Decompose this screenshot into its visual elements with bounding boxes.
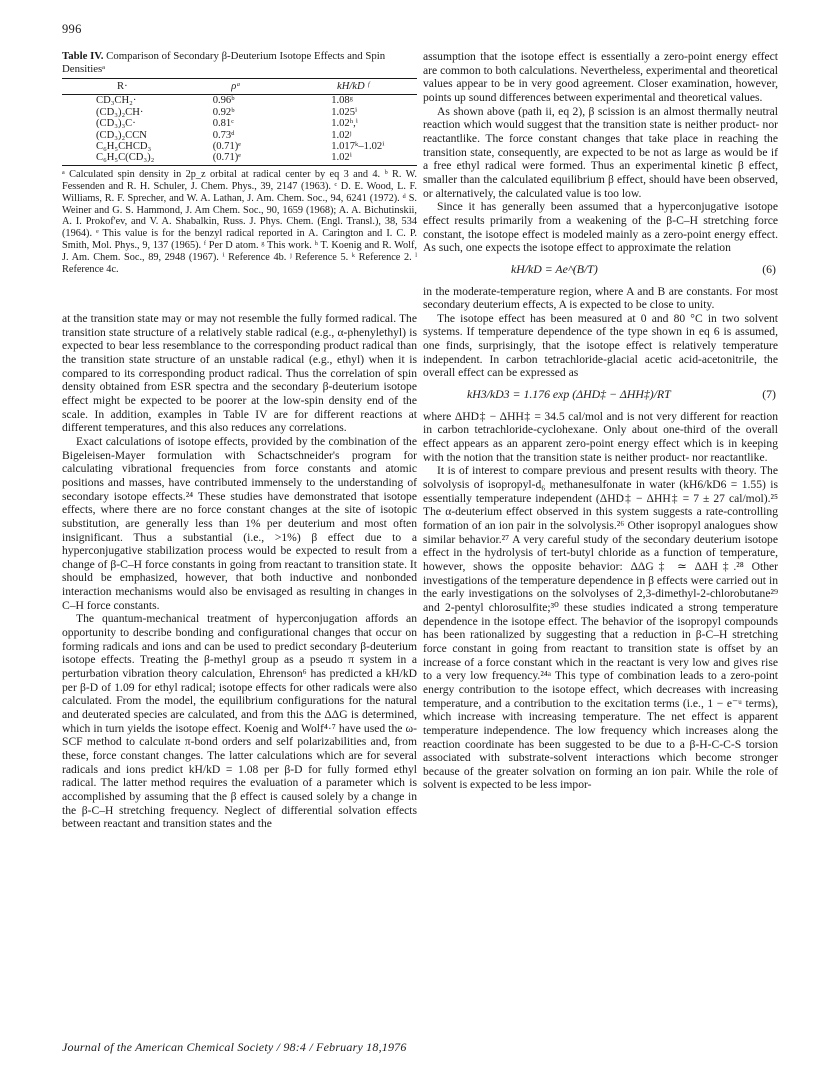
table-cell-spin-density: (0.71)ᵉ: [183, 152, 290, 165]
body-paragraph: assumption that the isotope effect is essentially a zero-point energy effect are common to both calculations. Nevertheless, experimental and theoretical values appear to be in very good agreement. Closer examination, however, points up sound differences between experimental and theoretical values.: [423, 50, 778, 104]
body-paragraph: The quantum-mechanical treatment of hyperconjugation affords an opportunity to describe bonding and configurational changes that occur on forming radicals and ions and can be used to predict secondary β-deuterium isotope effects. Treating the β-methyl group as a pseudo π system in a perturbation vibration theory calculation, Ehrenson⁶ has predicted a kH/kD per β-D of 1.09 for ethyl radical; isotope effects for other radicals were also calculated. From the model, the equilibrium configurations for the natural and deuterated species are calculated, and from this the ΔΔG is determined, which in turn yields the isotope effect. Koenig and Wolf⁴·⁷ have used the ω-SCF method to calculate π-bond orders and self polarizabilities and, from these, force constant changes. The latter calculations which are for several radicals and ions predict kH/kD = 1.08 per β-D for fully formed ethyl radical. The latter method requires the evaluation of a parameter which is accomplished by assuming that the β effect is caused solely by a change in the β-C–H stretching frequency. Neglect of differential solvation effects between reactant and transition states and the: [62, 612, 417, 831]
table-header-isotope-effect: kH/kD ᶠ: [289, 79, 417, 95]
table-cell-isotope-effect: 1.017ᵏ–1.02ⁱ: [331, 141, 385, 153]
body-paragraph: Exact calculations of isotope effects, provided by the combination of the Bigeleisen-Mayer formulation with Schactschneider's program for calculating vibrational frequencies from force constants and atomic positions and masses, have contributed immensely to the understanding of secondary isotope effects.²⁴ These studies have demonstrated that isotope effects, where there are no force constant changes at the site of isotopic substitution, are generally less than 1% per deuterium and most often insignificant. Thus a substantial (i.e., >1%) β effect due to a hyperconjugative stabilization process would be expected to result from a change of β-C–H force constants in going from reactant to transition state. It should be emphasized, however, that both inductive and nonbonded interaction mechanisms would also be envisaged as resulting in changes in C–H force constants.: [62, 434, 417, 612]
table-cell-spin-density: (0.71)ᵉ: [212, 141, 241, 153]
table-cell-isotope-effect: 1.02ʲ: [331, 129, 352, 141]
table-cell-radical: CD₃CH₂·: [96, 95, 137, 107]
table-cell-spin-density: 0.96ᵇ: [212, 95, 235, 107]
table-header-spin-density: ρᵃ: [183, 79, 290, 95]
table-cell-radical: C₆H₅C(CD₃)₂: [62, 152, 183, 165]
body-paragraph: in the moderate-temperature region, where A and B are constants. For most secondary deuterium effects, A is expected to be close to unity.: [423, 284, 778, 312]
equation-7-expression: kH3/kD3 = 1.176 exp (ΔHD‡ − ΔHH‡)/RT: [467, 387, 671, 402]
body-paragraph: The isotope effect has been measured at 0 and 80 °C in two solvent systems. If temperature dependence of the type shown in eq 6 is assumed, one finds, surprisingly, that the isotope effect is relatively temperature independent. In carbon tetrachloride-glacial acetic acid-acetonitrile, the overall effect can be expressed as: [423, 311, 778, 380]
table-cell-radical: (CD₃)₃C·: [96, 118, 136, 130]
body-paragraph: Since it has generally been assumed that a hyperconjugative isotope effect results primarily from a weakening of the β-C–H stretching force constant, the isotope effect is modeled mainly as a zero-point energy effect. As such, one expects the isotope effect to approximate the relation: [423, 200, 778, 255]
table-row: [62, 130, 417, 141]
table-cell-isotope-effect: 1.02ʰ,ⁱ: [331, 118, 358, 130]
equation-7: [423, 388, 778, 402]
body-paragraph: It is of interest to compare previous and present results with theory. The solvolysis of isopropyl-d₆ methanesulfonate in water (kH6/kD6 = 1.55) is essentially temperature independent (ΔHD‡ − ΔHH‡ = 7 ± 27 cal/mol).²⁵ The α-deuterium effect observed in this system suggests a rate-controlling formation of an ion pair in the solvolysis.²⁶ Other isopropyl analogues show similar behavior.²⁷ A very careful study of the secondary deuterium isotope effect in the hydrolysis of tert-butyl chloride as a function of temperature, however, shows the opposite behavior: ΔΔG‡ ≃ ΔΔH‡.²⁸ Other investigations of the temperature dependence in β effects were carried out in the early investigations on the solvolyses of 2,3-dimethyl-2-chlorobutane²⁹ and 2-pentyl chlorosulfite;³⁰ these studies indicated a strong temperature dependence in the isotope effect. The behavior of the isopropyl compounds has been rationalized by suggesting that a reduction in β-C–H stretching force constant in going from reactant to transition state is offset by an increase of a force constant which in the reactant is very low and gives rise to a very low frequency.²⁴ᵃ This type of combination leads to a zero-point energy contribution to the isotope effect, which decreases with increasing temperature, and a contribution to the excitation terms (i.e., 1 − e⁻ᵘ terms), which increase with increasing temperature. The net effect is apparent temperature independence. The low frequency which increases along the reaction coordinate has been suggested to be due to a β-H-C-C-S torsion associated with substrate-solvent interactions which become stronger because of the greater solvation on forming an ion pair. While the role of solvent is expected to be less impor-: [423, 464, 778, 792]
body-paragraph: at the transition state may or may not resemble the fully formed radical. The transition state structure of a relatively stable radical (e.g., α-phenylethyl) is expected to bear less resemblance to the corresponding product radical than the transition state structure of an unstable radical (e.g., ethyl) when it is compared to its corresponding product radical. Thus the correlation of spin density obtained from ESR spectra and the secondary β-deuterium isotope effect might be expected to be poorer at the low-spin density end of the scale. In addition, examples in Table IV are for different reactions at different temperatures, and this also reduces any correlations.: [62, 312, 417, 435]
table-cell-isotope-effect: 1.08ᵍ: [331, 95, 353, 107]
table-footnotes: ᵃ Calculated spin density in 2p_z orbital at radical center by eq 3 and 4. ᵇ R. W. Fessenden and R. H. Schuler, J. Chem. Phys., 39, 2147 (1963). ᶜ D. E. Wood, L. F. Williams, R. F. Sprecher, and W. A. Lathan, J. Am. Chem. Soc., 94, 6241 (1972). ᵈ S. Weiner and G. S. Hammond, J. Am Chem. Soc., 90, 1659 (1968); A. A. Bichutinskii, A. I. Prokof'ev, and V. A. Shabalkin, Russ. J. Phys. Chem. (Engl. Transl.), 38, 534 (1964). ᵉ This value is for the benzyl radical reported in A. Carington and I. C. P. Smith, Mol. Phys., 9, 137 (1965). ᶠ Per D atom. ᵍ This work. ʰ T. Koenig and R. Wolf, J. Am. Chem. Soc., 89, 2948 (1967). ⁱ Reference 4b. ʲ Reference 5. ᵏ Reference 2. ˡ Reference 4c.: [62, 168, 417, 276]
body-paragraph: As shown above (path ii, eq 2), β scission is an almost thermally neutral reaction which would suggest that the transition state is neither product- nor reactantlike. The force constant changes that take place in reaching the transition state, consequently, are expected to be not as large as would be if a free ethyl radical were formed. Thus an experimental kinetic β effect, smaller than the calculated equilibrium β effect, should have been observed, or alternatively, the calculated value is too low.: [423, 104, 778, 200]
table-caption-text: Comparison of Secondary β-Deuterium Isotope Effects and Spin Densitiesᵃ: [62, 50, 386, 75]
equation-7-number: (7): [762, 387, 776, 402]
table-cell-radical: (CD₃)₂CCN: [96, 129, 147, 141]
body-paragraph: where ΔHD‡ − ΔHH‡ = 34.5 cal/mol and is not very different for reaction in carbon tetrachloride-cyclohexane. Only about one-third of the overall effect appears as an apparent zero-point energy effect which is in keeping with the notion that the transition state is neither product- nor reactantlike.: [423, 409, 778, 464]
table-header-radical: R·: [62, 79, 183, 95]
table-caption: [62, 50, 417, 75]
equation-6-number: (6): [762, 261, 776, 276]
right-column: [423, 50, 778, 792]
table-row: [62, 107, 417, 118]
table-row: [62, 141, 417, 152]
table-cell-spin-density: 0.81ᶜ: [212, 118, 234, 130]
equation-6: [423, 263, 778, 277]
isotope-effects-table: [62, 78, 417, 166]
table-row: [62, 152, 417, 165]
left-column: [62, 50, 417, 831]
table-row: [62, 118, 417, 129]
page-number: 996: [62, 22, 82, 36]
table-cell-spin-density: 0.92ᵇ: [212, 106, 235, 118]
table-cell-spin-density: 0.73ᵈ: [212, 129, 235, 141]
table-caption-label: Table IV.: [62, 50, 104, 62]
table-cell-isotope-effect: 1.025ⁱ: [331, 106, 358, 118]
column-spacer: [62, 276, 417, 312]
table-cell-isotope-effect: 1.02ⁱ: [289, 152, 417, 165]
table-header-row: [62, 79, 417, 95]
table-row: [62, 95, 417, 107]
table-cell-radical: (CD₃)₂CH·: [96, 106, 144, 118]
journal-footer: Journal of the American Chemical Society / 98:4 / February 18,1976: [62, 1040, 407, 1054]
table-cell-radical: C₆H₅CHCD₃: [96, 141, 152, 153]
equation-6-expression: kH/kD = Ae^(B/T): [511, 261, 598, 276]
